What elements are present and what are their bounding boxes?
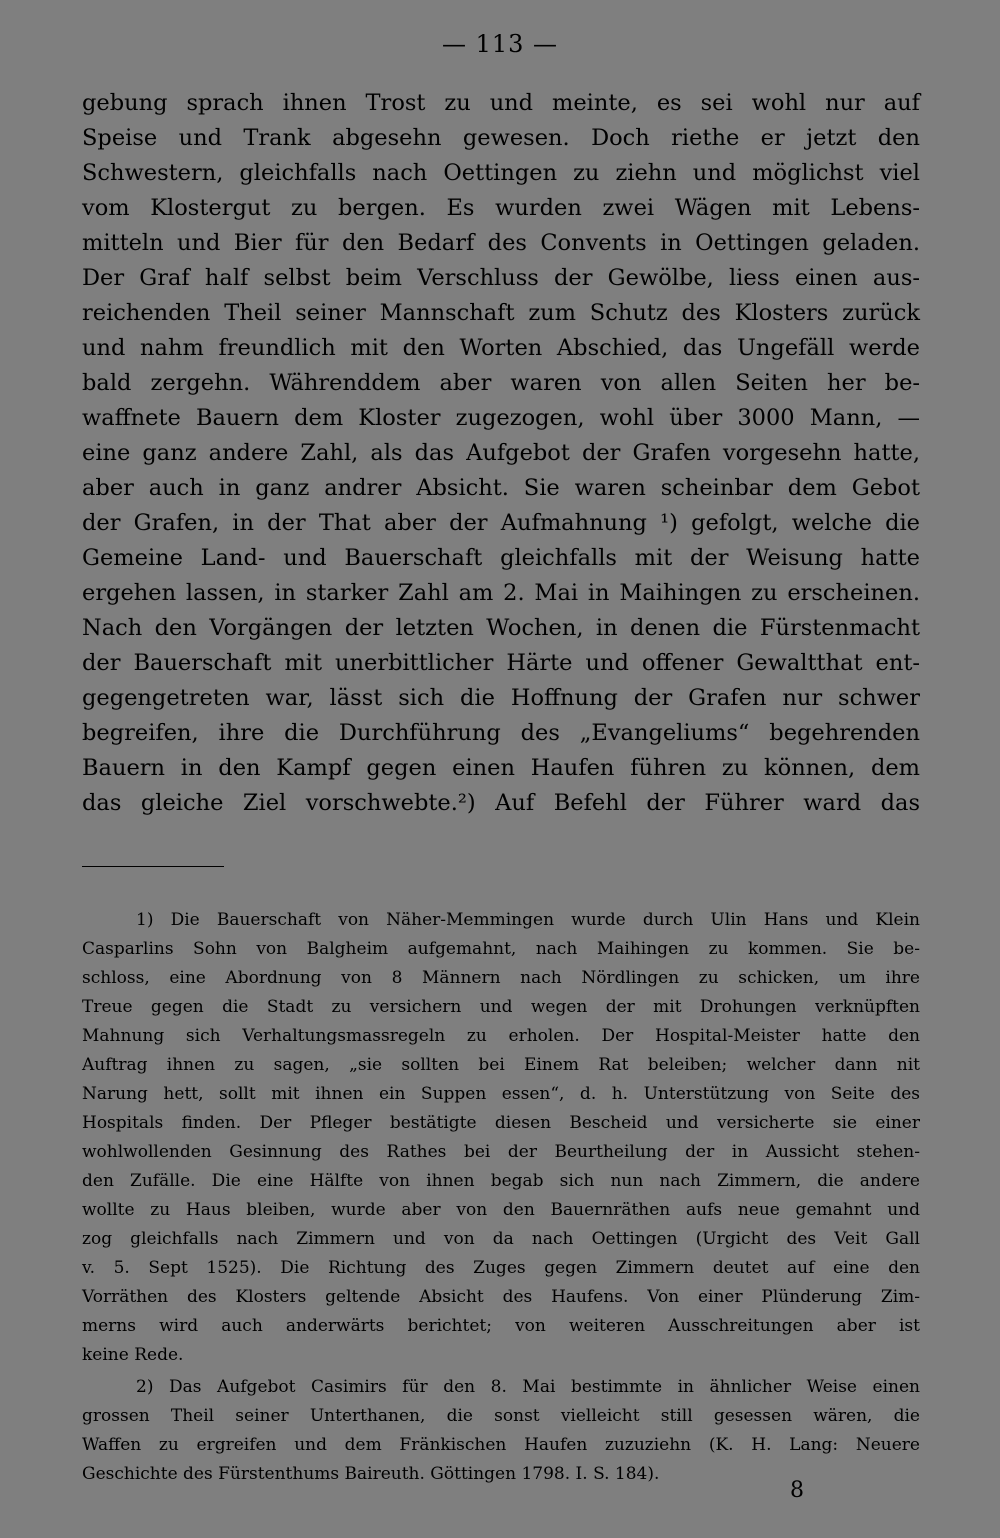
footnote-line: wohlwollenden Gesinnung des Rathes bei der Beurtheilung der in Aussicht stehen- [82, 1142, 920, 1162]
footnote-line: Hospitals finden. Der Pfleger bestätigte diesen Bescheid und versicherte sie einer [82, 1113, 920, 1133]
footnote-line: Vorräthen des Klosters geltende Absicht des Haufens. Von einer Plünderung Zim- [82, 1287, 920, 1307]
body-line: der Grafen, in der That aber der Aufmahnung ¹) gefolgt, welche die [82, 510, 920, 536]
footnote-line: den Zufälle. Die eine Hälfte von ihnen begab sich nun nach Zimmern, die andere [82, 1171, 920, 1191]
body-line: eine ganz andere Zahl, als das Aufgebot der Grafen vorgesehn hatte, [82, 440, 920, 466]
footnote-line: merns wird auch anderwärts berichtet; von weiteren Ausschreitungen aber ist [82, 1316, 920, 1336]
footnote-line: Auftrag ihnen zu sagen, „sie sollten bei Einem Rat beleiben; welcher dann nit [82, 1055, 920, 1075]
footnote-line: schloss, eine Abordnung von 8 Männern nach Nördlingen zu schicken, um ihre [82, 968, 920, 988]
body-line: reichenden Theil seiner Mannschaft zum Schutz des Klosters zurück [82, 300, 920, 326]
body-line: Bauern in den Kampf gegen einen Haufen führen zu können, dem [82, 755, 920, 781]
body-line: ergehen lassen, in starker Zahl am 2. Mai in Maihingen zu erscheinen. [82, 580, 920, 606]
body-line: Gemeine Land- und Bauerschaft gleichfalls mit der Weisung hatte [82, 545, 920, 571]
footnote-line: Narung hett, sollt mit ihnen ein Suppen essen“, d. h. Unterstützung von Seite des [82, 1084, 920, 1104]
body-line: vom Klostergut zu bergen. Es wurden zwei Wägen mit Lebens- [82, 195, 920, 221]
body-line: Speise und Trank abgesehn gewesen. Doch riethe er jetzt den [82, 125, 920, 151]
signature-mark: 8 [790, 1478, 804, 1503]
body-line: Nach den Vorgängen der letzten Wochen, in denen die Fürstenmacht [82, 615, 920, 641]
footnote-line: 2) Das Aufgebot Casimirs für den 8. Mai bestimmte in ähnlicher Weise einen [136, 1377, 920, 1397]
footnote-line: v. 5. Sept 1525). Die Richtung des Zuges gegen Zimmern deutet auf eine den [82, 1258, 920, 1278]
footnote-line: Geschichte des Fürstenthums Baireuth. Göttingen 1798. I. S. 184). [82, 1464, 660, 1484]
footnote-line: 1) Die Bauerschaft von Näher-Memmingen wurde durch Ulin Hans und Klein [136, 910, 920, 930]
footnote-line: grossen Theil seiner Unterthanen, die sonst vielleicht still gesessen wären, die [82, 1406, 920, 1426]
footnote-line: Mahnung sich Verhaltungsmassregeln zu erholen. Der Hospital-Meister hatte den [82, 1026, 920, 1046]
footnote-divider [82, 866, 224, 867]
body-line: der Bauerschaft mit unerbittlicher Härte und offener Gewaltthat ent- [82, 650, 920, 676]
footnote-line: keine Rede. [82, 1345, 184, 1365]
footnote-line: zog gleichfalls nach Zimmern und von da nach Oettingen (Urgicht des Veit Gall [82, 1229, 920, 1249]
page-number: — 113 — [441, 30, 559, 58]
footnote-line: Casparlins Sohn von Balgheim aufgemahnt, nach Maihingen zu kommen. Sie be- [82, 939, 920, 959]
body-line: gegengetreten war, lässt sich die Hoffnung der Grafen nur schwer [82, 685, 920, 711]
body-line: waffnete Bauern dem Kloster zugezogen, wohl über 3000 Mann, — [82, 405, 920, 431]
footnote-line: wollte zu Haus bleiben, wurde aber von den Bauernräthen aufs neue gemahnt und [82, 1200, 920, 1220]
body-line: mitteln und Bier für den Bedarf des Convents in Oettingen geladen. [82, 230, 920, 256]
footnote-line: Treue gegen die Stadt zu versichern und wegen der mit Drohungen verknüpften [82, 997, 920, 1017]
body-line: das gleiche Ziel vorschwebte.²) Auf Befehl der Führer ward das [82, 790, 920, 816]
footnote-line: Waffen zu ergreifen und dem Fränkischen Haufen zuzuziehn (K. H. Lang: Neuere [82, 1435, 920, 1455]
body-line: Der Graf half selbst beim Verschluss der Gewölbe, liess einen aus- [82, 265, 920, 291]
body-line: bald zergehn. Währenddem aber waren von allen Seiten her be- [82, 370, 920, 396]
body-line: aber auch in ganz andrer Absicht. Sie waren scheinbar dem Gebot [82, 475, 920, 501]
body-line: begreifen, ihre die Durchführung des „Evangeliums“ begehrenden [82, 720, 920, 746]
body-line: Schwestern, gleichfalls nach Oettingen zu ziehn und möglichst viel [82, 160, 920, 186]
body-line: und nahm freundlich mit den Worten Abschied, das Ungefäll werde [82, 335, 920, 361]
body-line: gebung sprach ihnen Trost zu und meinte, es sei wohl nur auf [82, 90, 920, 116]
